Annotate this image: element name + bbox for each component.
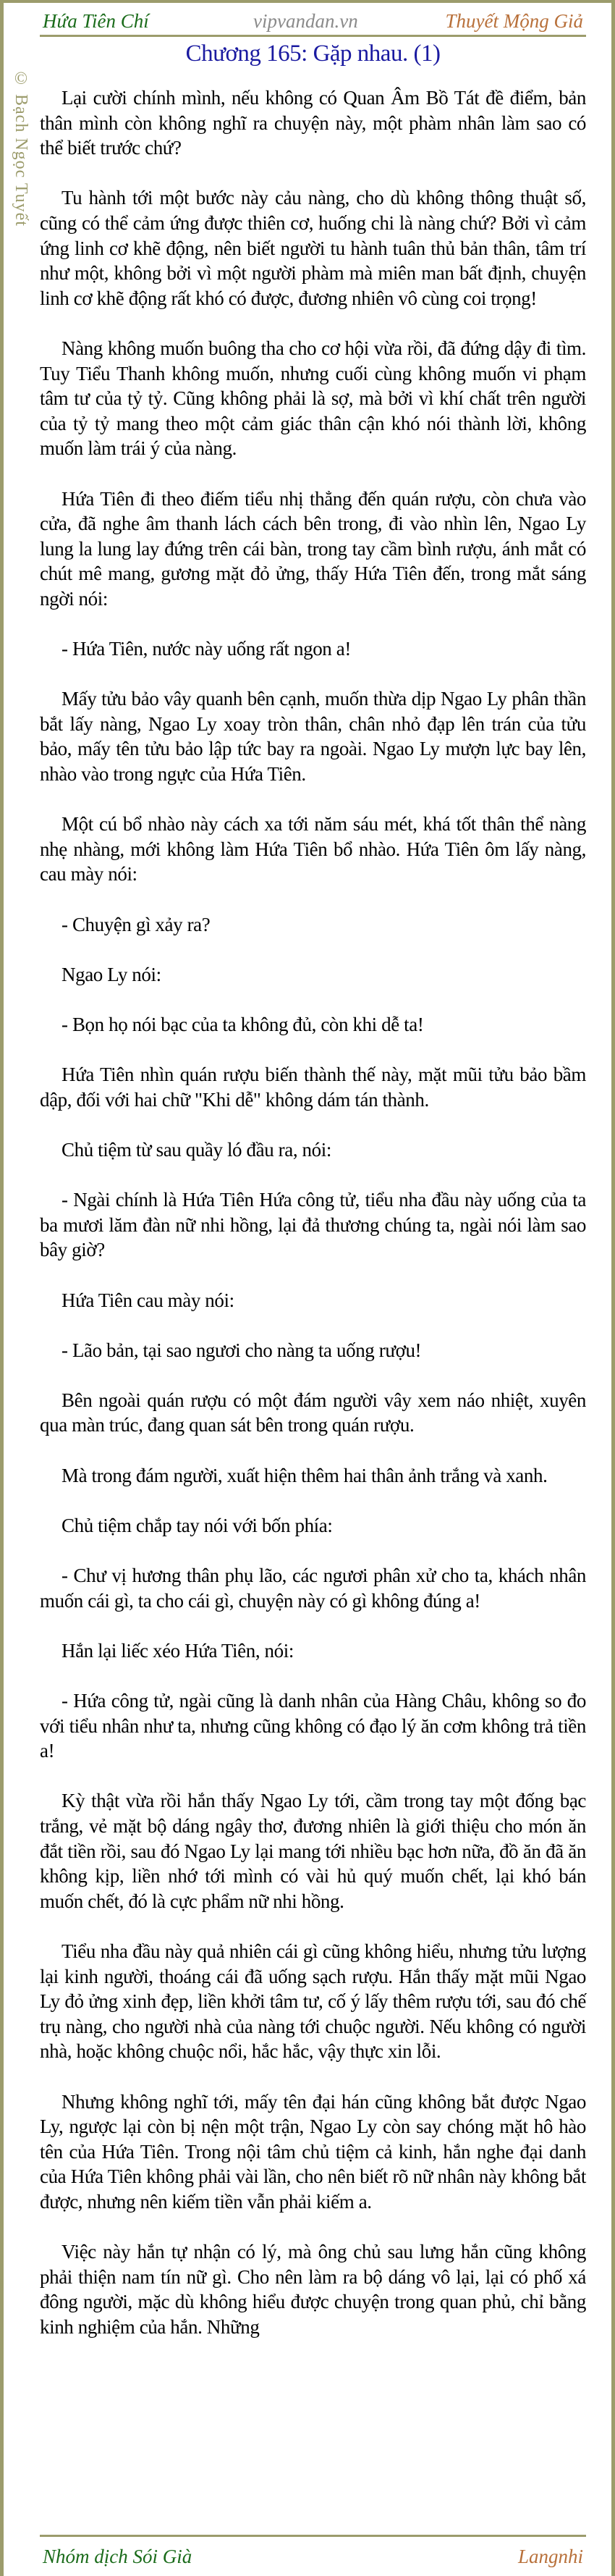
paragraph: Bên ngoài quán rượu có một đám người vây xem náo nhiệt, xuyên qua màn trúc, đang quan sát bên trong quán rượu. bbox=[40, 1389, 586, 1436]
paragraph: Việc này hắn tự nhận có lý, mà ông chủ sau lưng hắn cũng không phải thiện nam tín nữ gì. Cho nên làm ra bộ dáng vô lại, lại có phố xá đông người, mặc dù không hiểu được chuyện trong quan phủ, chỉ bằng kinh nghiệm của hắn. Những bbox=[40, 2241, 586, 2338]
paragraph: Kỳ thật vừa rồi hắn thấy Ngao Ly tới, cầm trong tay một đống bạc trắng, vẻ mặt bộ dáng ngây thơ, đương nhiên là giới thiệu cho món ăn đắt tiền rồi, sau đó Ngao Ly lại mang tới nhiều bạc hơn nữa, đồ ăn đã ăn không kịp, liền nhớ tới mình có vài hủ quý muốn chết, lại khó bán muốn chết, đó là cực phẩm nữ nhi hồng. bbox=[40, 1790, 586, 1912]
paragraph: Lại cười chính mình, nếu không có Quan Âm Bồ Tát đề điểm, bản thân mình còn không nghĩ ra chuyện này, một phàm nhân làm sao có thể biết trước chứ? bbox=[40, 87, 586, 159]
dialogue-line: - Bọn họ nói bạc của ta không đủ, còn khi dễ ta! bbox=[62, 1013, 424, 1035]
translator-group: Nhóm dịch Sói Già bbox=[43, 2546, 192, 2567]
paragraph: Một cú bổ nhào này cách xa tới năm sáu mét, khá tốt thân thể nàng nhẹ nhàng, mới không làm Hứa Tiên bổ nhào. Hứa Tiên ôm lấy nàng, cau mày nói: bbox=[40, 813, 586, 885]
paragraph: Hứa Tiên cau mày nói: bbox=[62, 1289, 234, 1311]
dialogue-line: - Hứa Tiên, nước này uống rất ngon a! bbox=[62, 638, 351, 660]
dialogue-line: - Lão bản, tại sao ngươi cho nàng ta uống rượu! bbox=[62, 1339, 422, 1361]
paragraph: Nàng không muốn buông tha cho cơ hội vừa rồi, đã đứng dậy đi tìm. Tuy Tiểu Thanh không muốn, nhưng cuối cùng không muốn vi phạm tâm tư của tỷ tỷ. Cũng không phải là sợ, mà bởi vì khí chất trên người của tỷ tỷ mang theo một cảm giác thân cận khó nói thành lời, không muốn làm trái ý của nàng. bbox=[40, 337, 586, 460]
paragraph: Hắn lại liếc xéo Hứa Tiên, nói: bbox=[62, 1639, 294, 1662]
paragraph: Chủ tiệm chắp tay nói với bốn phía: bbox=[62, 1514, 333, 1536]
paragraph: Mấy tửu bảo vây quanh bên cạnh, muốn thừa dịp Ngao Ly phân thần bắt lấy nàng, Ngao Ly xoay tròn thân, chân nhỏ đạp lên trán của tửu bảo, mấy tên tửu bảo lập tức bay ra ngoài. Ngao Ly mượn lực bay lên, nhào vào trong ngực của Hứa Tiên. bbox=[40, 688, 586, 786]
page-header bbox=[40, 6, 586, 37]
paragraph: Nhưng không nghĩ tới, mấy tên đại hán cũng không bắt được Ngao Ly, ngược lại còn bị nện một trận, Ngao Ly còn say chóng mặt hô hào tên của Hứa Tiên. Trong nội tâm chủ tiệm cả kinh, hắn nghe đại danh của Hứa Tiên không phải vài lần, cho nên biết rõ nữ nhân này không bắt được, nhưng nên kiếm tiền vẫn phải kiếm a. bbox=[40, 2090, 586, 2213]
page-footer bbox=[40, 2535, 586, 2575]
dialogue-line: - Hứa công tử, ngài cũng là danh nhân của Hàng Châu, không so đo với tiểu nhân như ta, nhưng cũng không có đạo lý ăn cơm không trả tiền a! bbox=[40, 1690, 586, 1762]
author-name: Thuyết Mộng Giả bbox=[445, 10, 583, 32]
paragraph: Mà trong đám người, xuất hiện thêm hai thân ảnh trắng và xanh. bbox=[62, 1464, 548, 1486]
chapter-title: Chương 165: Gặp nhau. (1) bbox=[185, 41, 441, 67]
dialogue-line: - Chư vị hương thân phụ lão, các ngươi phân xử cho ta, khách nhân muốn cái gì, ta cho cái gì, chuyện này có gì không đúng a! bbox=[40, 1565, 586, 1612]
paragraph: Hứa Tiên đi theo điếm tiểu nhị thẳng đến quán rượu, còn chưa vào cửa, đã nghe âm thanh lách cách bên trong, đi vào nhìn lên, Ngao Ly lung la lung lay đứng trên cái bàn, trong tay cầm bình rượu, ánh mắt có chút mê mang, gương mặt đỏ ửng, thấy Hứa Tiên đến, trong mắt sáng ngời nói: bbox=[40, 487, 586, 610]
paragraph: Hứa Tiên nhìn quán rượu biến thành thế này, mặt mũi tửu bảo bầm dập, đối với hai chữ "Khi dễ" không dám tán thành. bbox=[40, 1064, 586, 1111]
paragraph: Ngao Ly nói: bbox=[62, 963, 161, 985]
paragraph: Tu hành tới một bước này cảu nàng, cho dù không thông thuật số, cũng có thể cảm ứng được thiên cơ, huống chi là nàng chứ? Bởi vì cảm ứng linh cơ khẽ động, nên biết người tu hành tuân thủ bản thân, tâm trí như một, không bởi vì một người phàm mà miên man bất định, chuyện linh cơ khẽ động rất khó có được, đương nhiên vô cùng coi trọng! bbox=[40, 187, 586, 309]
paragraph: Tiểu nha đầu này quả nhiên cái gì cũng không hiểu, nhưng tửu lượng lại kinh người, thoáng cái đã uống sạch rượu. Hắn thấy mặt mũi Ngao Ly đỏ ửng xinh đẹp, liền khởi tâm tư, cố ý lấy thêm rượu tới, sau đó chế trụ nàng, cho người nhà của nàng tới chuộc người. Nếu không có người nhà, hoặc không chuộc nổi, hắc hắc, vậy thực xin lỗi. bbox=[40, 1940, 586, 2063]
dialogue-line: - Chuyện gì xảy ra? bbox=[62, 913, 211, 935]
dialogue-line: - Ngài chính là Hứa Tiên Hứa công tử, tiểu nha đầu này uống của ta ba mươi lăm đàn nữ nhi hồng, lại đả thương chúng ta, ngài nói làm sao bây giờ? bbox=[40, 1189, 586, 1261]
copyright-watermark: © Bạch Ngọc Tuyết bbox=[12, 70, 30, 227]
book-title: Hứa Tiên Chí bbox=[43, 10, 149, 32]
translator-name: Langnhi bbox=[517, 2546, 583, 2567]
paragraph: Chủ tiệm từ sau quầy ló đầu ra, nói: bbox=[62, 1138, 331, 1161]
site-name: vipvandan.vn bbox=[253, 10, 358, 32]
chapter-body bbox=[40, 85, 586, 2365]
